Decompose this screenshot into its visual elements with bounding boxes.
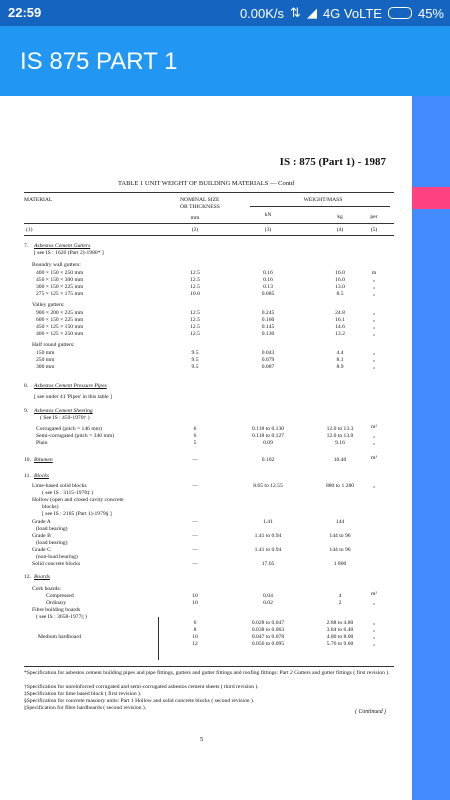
col-num-3: (3) [264, 227, 272, 233]
row-label: Ordinary [46, 600, 67, 606]
footnote: *Specification for asbestos cement building pipes and pipe fittings, gutters and gutter fittings and roofing fittings: Part 2 Gutters and gutter fittings ( first revision ). [24, 670, 390, 676]
section-num: 7. [24, 243, 29, 249]
cell-per: „ [372, 364, 376, 370]
row-label: Fibre building boards [32, 607, 81, 613]
table-rule-bottom [24, 666, 394, 667]
row-size: 600 × 150 × 225 mm [36, 317, 84, 323]
cell-per: „ [372, 641, 376, 647]
cell-nominal: 12.5 [190, 270, 200, 276]
footnote: §Specification for concrete masonry units: Part 1 Hollow and solid concrete blocks ( second revision ). [24, 698, 255, 704]
row-label: Grade A [32, 519, 51, 525]
cell-nominal: 9.5 [191, 357, 199, 363]
cell-per: „ [372, 291, 376, 297]
cell-nominal: 8 [193, 627, 197, 633]
cell-kg: 13.0 [335, 284, 345, 290]
cell-kg: 12.0 to 13.0 [326, 433, 354, 439]
row-sublabel: (load bearing) [36, 540, 68, 546]
cell-kn: 0.09 [263, 440, 273, 446]
continued-label: ( Continued ) [355, 709, 386, 715]
row-size: Corrugated (pitch = 146 mm) [36, 426, 102, 432]
row-ref: ( see IS : 3115-1978‡ ) [42, 490, 94, 496]
cell-nominal: — [192, 547, 198, 553]
row-size: 250 mm [36, 357, 55, 363]
section-title: Asbestos Cement Pressure Pipes [34, 383, 107, 389]
status-time: 22:59 [8, 5, 42, 20]
cell-per: „ [372, 357, 376, 363]
cell-kg: 9.16 [335, 440, 345, 446]
col-nominal-1: NOMINAL SIZE [180, 197, 220, 203]
cell-kg: 14.6 [335, 324, 345, 330]
row-size: 450 × 125 × 150 mm [36, 324, 84, 330]
unit-kg: kg [337, 214, 343, 220]
section-title: Blocks [34, 473, 49, 479]
cell-per: m [371, 270, 377, 276]
status-network: 4G VoLTE [322, 5, 382, 21]
row-size: 300 mm [36, 364, 55, 370]
row-label: Medium hardboard [38, 634, 82, 640]
cell-kg: 16.0 [335, 270, 345, 276]
row-size: 400 × 150 × 250 mm [36, 270, 84, 276]
cell-nominal: 10 [192, 593, 198, 599]
cell-nominal: — [192, 533, 198, 539]
cell-nominal: 10 [192, 600, 198, 606]
cell-kn: 0.118 to 0.127 [251, 433, 285, 439]
col-num-2: (2) [191, 227, 199, 233]
section-num: 12. [24, 574, 31, 580]
cell-kg: 4 [338, 593, 342, 599]
cell-nominal: 6 [193, 433, 197, 439]
row-size: 400 × 125 × 250 mm [36, 331, 84, 337]
row-label: blocks) [42, 504, 59, 510]
unit-per: per [370, 214, 378, 220]
cell-kn: 0.028 to 0.047 [251, 620, 285, 626]
cell-nominal: 9.5 [191, 364, 199, 370]
section-num: 11. [24, 473, 31, 479]
section-title: Asbestos Cement Gutters [34, 243, 91, 249]
footnote: †Specification for unreinforced corrugated and semi-corrugated asbestos cement sheets ( third revision ). [24, 684, 259, 690]
cell-per: „ [372, 600, 376, 606]
row-sublabel: (non-load bearing) [36, 554, 78, 560]
cell-nominal: 9.5 [191, 350, 199, 356]
row-label: Grade B [32, 533, 51, 539]
status-battery: 45% [417, 5, 444, 21]
cell-nominal: 10.0 [190, 291, 200, 297]
cell-nominal: — [192, 457, 198, 463]
cell-kg: 10.40 [333, 457, 347, 463]
cell-kn: 0.13 [263, 284, 273, 290]
cell-per: „ [372, 483, 376, 489]
cell-per: „ [372, 350, 376, 356]
cell-kg: 144 to 96 [329, 533, 351, 539]
status-speed: 0.00K/s [239, 5, 285, 21]
cell-nominal: 6 [193, 426, 197, 432]
cell-kg: 16.0 [335, 277, 345, 283]
section-ref: [ see under 41 'Pipes' in this table ] [34, 394, 112, 400]
row-label: Grade C [32, 547, 51, 553]
subheading: Boundry wall gutters: [32, 262, 81, 268]
subheading: Half round gutters: [32, 342, 75, 348]
cell-kn: 0.245 [261, 310, 275, 316]
cell-per: „ [372, 331, 376, 337]
cell-kn: 0.16 [263, 277, 273, 283]
cell-kg: 144 [335, 519, 345, 525]
weight-underline [250, 206, 390, 207]
cell-per: „ [372, 440, 376, 446]
app-bar [0, 26, 450, 96]
row-size: 300 × 150 × 225 mm [36, 284, 84, 290]
section-title: Asbestos Cement Sheeting [34, 408, 93, 414]
cell-kg: 8.5 [336, 291, 344, 297]
col-material: MATERIAL [24, 197, 53, 203]
cell-per: „ [372, 620, 376, 626]
section-ref: [ see IS : 1626 (Part 2)-1980* ] [34, 250, 104, 256]
cell-kg: 12.0 to 13.3 [326, 426, 354, 432]
row-size: Plain [36, 440, 48, 446]
cell-nominal: 12.5 [190, 331, 200, 337]
cell-nominal: — [192, 561, 198, 567]
cell-kn: 1.41 [263, 519, 273, 525]
scrollbar-thumb[interactable] [412, 187, 450, 209]
cell-per: „ [372, 627, 376, 633]
table-rule-nums [24, 235, 394, 236]
signal-icon: ◢ [306, 5, 317, 20]
row-brace [158, 617, 162, 660]
cell-kn: 1.41 to 0.94 [254, 533, 282, 539]
cell-nominal: — [192, 519, 198, 525]
section-num: 9. [24, 408, 29, 414]
cell-kg: 13.2 [335, 331, 345, 337]
cell-kn: 0.04 [263, 593, 273, 599]
cell-nominal: 12.5 [190, 310, 200, 316]
section-num: 10. [24, 457, 31, 463]
row-ref: [ see IS : 2185 (Part 1)-1979§ ] [42, 511, 112, 517]
subheading: Cork boards: [32, 586, 62, 592]
cell-kn: 0.16 [263, 270, 273, 276]
row-size: 450 × 150 × 300 mm [36, 277, 84, 283]
row-size: Semi-corrugated (pitch = 340 mm) [36, 433, 115, 439]
cell-nominal: 5 [193, 440, 197, 446]
cell-kn: 1.41 to 0.94 [254, 547, 282, 553]
cell-kg: 8.1 [336, 357, 344, 363]
cell-kg: 4.80 to 8.00 [326, 634, 354, 640]
col-num-1: (1) [26, 227, 33, 233]
row-size: 275 × 125 × 175 mm [36, 291, 84, 297]
row-ref: ( see IS : 3658-1977|| ) [36, 614, 87, 620]
subheading: Valley gutters: [32, 302, 65, 308]
cell-kn: 0.02 [263, 600, 273, 606]
cell-nominal: 12.5 [190, 324, 200, 330]
cell-nominal: 6 [193, 620, 197, 626]
cell-kn: 0.038 to 0.063 [251, 627, 285, 633]
section-title: Boards [34, 574, 50, 580]
cell-nominal: 10 [192, 634, 198, 640]
cell-per: „ [372, 433, 376, 439]
cell-kg: 5.76 to 9.60 [326, 641, 354, 647]
cell-per: „ [372, 284, 376, 290]
cell-kn: 0.047 to 0.078 [251, 634, 285, 640]
pdf-page[interactable] [0, 96, 412, 800]
cell-kn: 0.130 [261, 331, 275, 337]
col-num-4: (4) [336, 227, 344, 233]
section-title: Bitumen [34, 457, 53, 463]
footnote: ||Specification for fibre hardboards ( second revision ). [24, 705, 147, 711]
cell-kn: 0.079 [261, 357, 275, 363]
cell-kn: 0.102 [261, 457, 275, 463]
battery-icon [388, 7, 412, 19]
cell-kn: 17.65 [261, 561, 275, 567]
cell-nominal: 12 [192, 641, 198, 647]
cell-per: m² [370, 591, 378, 597]
cell-kg: 4.4 [336, 350, 344, 356]
cell-kg: 2.88 to 4.80 [326, 620, 354, 626]
table-rule-top [24, 192, 394, 193]
cell-kn: 0.085 [261, 291, 275, 297]
unit-mm: mm [190, 215, 200, 221]
row-label: Solid concrete blocks [32, 561, 81, 567]
cell-nominal: — [192, 483, 198, 489]
status-right [240, 5, 444, 21]
cell-kn: 0.043 [261, 350, 275, 356]
row-size: 150 mm [36, 350, 55, 356]
cell-nominal: 12.5 [190, 277, 200, 283]
col-weight: WEIGHT/MASS [303, 197, 343, 203]
cell-kg: 8.9 [336, 364, 344, 370]
unit-kn: kN [264, 212, 272, 218]
cell-kn: 0.087 [261, 364, 275, 370]
row-sublabel: (load bearing) [36, 526, 68, 532]
data-arrows-icon: ⇅ [290, 5, 301, 20]
cell-kg: 144 to 96 [329, 547, 351, 553]
col-nominal-2: OR THICKNESS [180, 204, 220, 210]
cell-per: m³ [370, 455, 378, 461]
cell-per: „ [372, 634, 376, 640]
cell-per: „ [372, 317, 376, 323]
cell-per: „ [372, 277, 376, 283]
cell-nominal: 12.5 [190, 284, 200, 290]
cell-per: „ [372, 324, 376, 330]
table-caption: TABLE 1 UNIT WEIGHT OF BUILDING MATERIALS — Contd [117, 180, 295, 187]
cell-kg: 24.8 [335, 310, 345, 316]
cell-per: m² [370, 424, 378, 430]
row-label: Lime-based solid blocks [32, 483, 87, 489]
cell-nominal: 12.5 [190, 317, 200, 323]
cell-kg: 1 800 [333, 561, 347, 567]
section-num: 8. [24, 383, 29, 389]
cell-kg: 3.84 to 6.40 [326, 627, 354, 633]
cell-kn: 0.118 to 0.130 [251, 426, 285, 432]
cell-kn: 8.65 to 12.55 [253, 483, 283, 489]
footnote: ‡Specification for lime based block ( first revision ). [24, 691, 142, 697]
section-ref: ( See IS : 459-1970† ) [40, 415, 90, 421]
cell-per: „ [372, 310, 376, 316]
doc-header: IS : 875 (Part 1) - 1987 [279, 156, 386, 168]
status-bar [0, 0, 450, 26]
app-title: IS 875 PART 1 [20, 48, 178, 75]
row-size: 900 × 200 × 225 mm [36, 310, 84, 316]
cell-kn: 0.145 [261, 324, 275, 330]
cell-kn: 0.160 [261, 317, 275, 323]
cell-kg: 880 to 1 280 [325, 483, 355, 489]
row-label: Hollow (open and closed cavity concrete [32, 497, 124, 503]
table-rule-units [24, 223, 394, 224]
row-label: Compressed [46, 593, 74, 599]
cell-kg: 16.1 [335, 317, 345, 323]
cell-kn: 0.056 to 0.095 [251, 641, 285, 647]
cell-kg: 2 [338, 600, 342, 606]
page-number: 5 [200, 736, 204, 743]
col-num-5: (5) [370, 227, 378, 233]
